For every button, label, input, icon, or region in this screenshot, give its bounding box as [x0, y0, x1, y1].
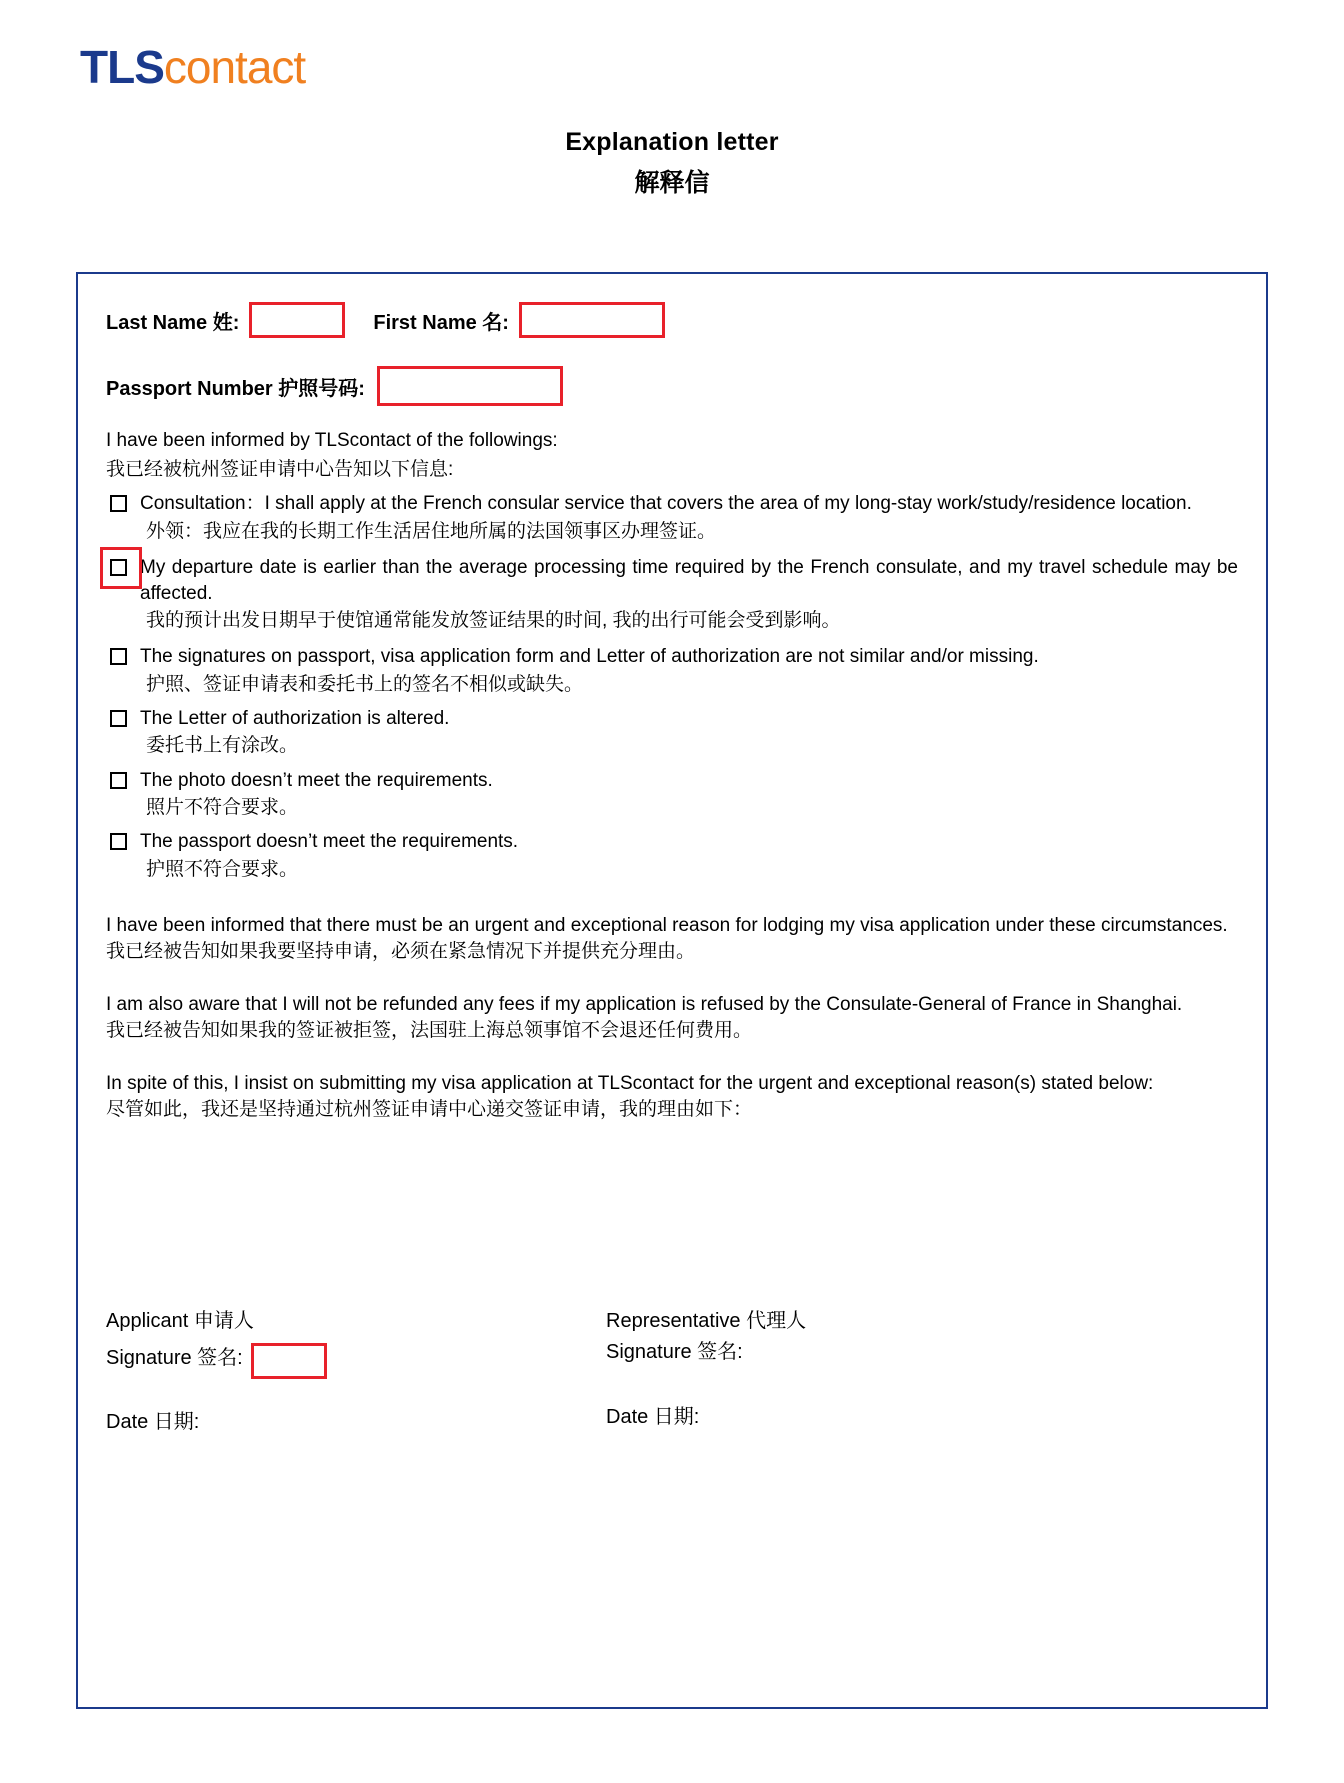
passport-number-input[interactable]	[377, 366, 563, 406]
title-english: Explanation letter	[565, 128, 779, 156]
checklist-item-photo[interactable]	[106, 768, 1238, 822]
paragraph-urgent-reason	[106, 913, 1238, 966]
passport-row	[106, 366, 1238, 406]
checklist-item-english: The passport doesn’t meet the requirements.	[140, 831, 519, 853]
paragraph-chinese: 尽管如此，我还是坚持通过杭州签证申请中心递交签证申请，我的理由如下：	[106, 1098, 753, 1120]
representative-date-label[interactable]: Date 日期:	[606, 1406, 700, 1428]
checklist-item-signatures[interactable]	[106, 644, 1238, 698]
checklist-item-english: The photo doesn’t meet the requirements.	[140, 769, 493, 791]
paragraph-chinese: 我已经被告知如果我的签证被拒签，法国驻上海总领事馆不会退还任何费用。	[106, 1019, 753, 1041]
intro-chinese: 我已经被杭州签证申请中心告知以下信息:	[106, 459, 454, 481]
checklist-item-authorization-altered[interactable]	[106, 706, 1238, 760]
logo-text-tls: TLS	[80, 41, 164, 93]
form-container	[76, 272, 1268, 1709]
representative-column	[606, 1306, 1106, 1438]
last-name-input[interactable]	[249, 302, 345, 338]
checklist-item-english: The signatures on passport, visa application form and Letter of authorization are not similar and/or missing.	[140, 646, 1039, 668]
paragraph-no-refund	[106, 992, 1238, 1045]
checklist-item-english: The Letter of authorization is altered.	[140, 707, 450, 729]
checklist-item-english: My departure date is earlier than the average processing time required by the French consulate, and my travel schedule may be affected.	[140, 557, 1238, 604]
last-name-label: Last Name 姓:	[106, 311, 240, 334]
representative-signature-label[interactable]: Signature 签名:	[606, 1341, 743, 1363]
checklist-item-chinese: 外领：我应在我的长期工作生活居住地所属的法国领事区办理签证。	[146, 520, 717, 542]
checklist	[106, 491, 1238, 882]
intro-english: I have been informed by TLScontact of the followings:	[106, 430, 558, 451]
applicant-signature-row	[106, 1337, 606, 1379]
applicant-signature-input[interactable]	[251, 1343, 327, 1379]
applicant-column	[106, 1306, 606, 1438]
intro-block	[106, 428, 1238, 483]
applicant-date-label[interactable]: Date 日期:	[106, 1411, 200, 1433]
applicant-title: Applicant 申请人	[106, 1310, 254, 1332]
checkbox-icon[interactable]	[110, 495, 127, 512]
checkbox-icon[interactable]	[110, 710, 127, 727]
tlscontact-logo	[80, 41, 306, 93]
passport-number-label: Passport Number 护照号码:	[106, 377, 365, 400]
paragraph-insist-submit	[106, 1071, 1238, 1124]
name-row	[106, 302, 1238, 338]
logo-text-contact: contact	[163, 41, 306, 93]
paragraph-english: I have been informed that there must be an urgent and exceptional reason for lodging my visa application under these circumstances.	[106, 914, 1228, 936]
checkbox-icon[interactable]	[110, 648, 127, 665]
first-name-input[interactable]	[519, 302, 665, 338]
title-chinese: 解释信	[634, 169, 710, 197]
paragraph-english: I am also aware that I will not be refunded any fees if my application is refused by the Consulate-General of France in Shanghai.	[106, 993, 1183, 1015]
checklist-item-chinese: 护照、签证申请表和委托书上的签名不相似或缺失。	[146, 673, 584, 695]
checklist-item-passport[interactable]	[106, 829, 1238, 883]
checkbox-icon[interactable]	[110, 772, 127, 789]
applicant-signature-label: Signature 签名:	[106, 1346, 243, 1369]
checklist-item-english: Consultation：I shall apply at the French consular service that covers the area of my long-stay work/study/residence location.	[140, 493, 1192, 515]
first-name-label: First Name 名:	[373, 311, 509, 334]
checkbox-icon[interactable]	[110, 559, 127, 576]
checkbox-icon[interactable]	[110, 833, 127, 850]
checklist-item-chinese: 护照不符合要求。	[146, 858, 299, 880]
checklist-item-chinese: 我的预计出发日期早于使馆通常能发放签证结果的时间, 我的出行可能会受到影响。	[146, 610, 841, 632]
signature-section	[106, 1306, 1236, 1438]
checklist-item-chinese: 照片不符合要求。	[146, 797, 299, 819]
checklist-item-departure-date[interactable]	[106, 555, 1238, 634]
checklist-item-chinese: 委托书上有涂改。	[146, 735, 299, 757]
document-title	[0, 128, 1344, 199]
paragraph-english: In spite of this, I insist on submitting my visa application at TLScontact for the urgent and exceptional reason(s) stated below:	[106, 1072, 1154, 1094]
checklist-item-consultation[interactable]	[106, 491, 1238, 545]
representative-title: Representative 代理人	[606, 1310, 807, 1332]
paragraph-chinese: 我已经被告知如果我要坚持申请，必须在紧急情况下并提供充分理由。	[106, 941, 696, 963]
